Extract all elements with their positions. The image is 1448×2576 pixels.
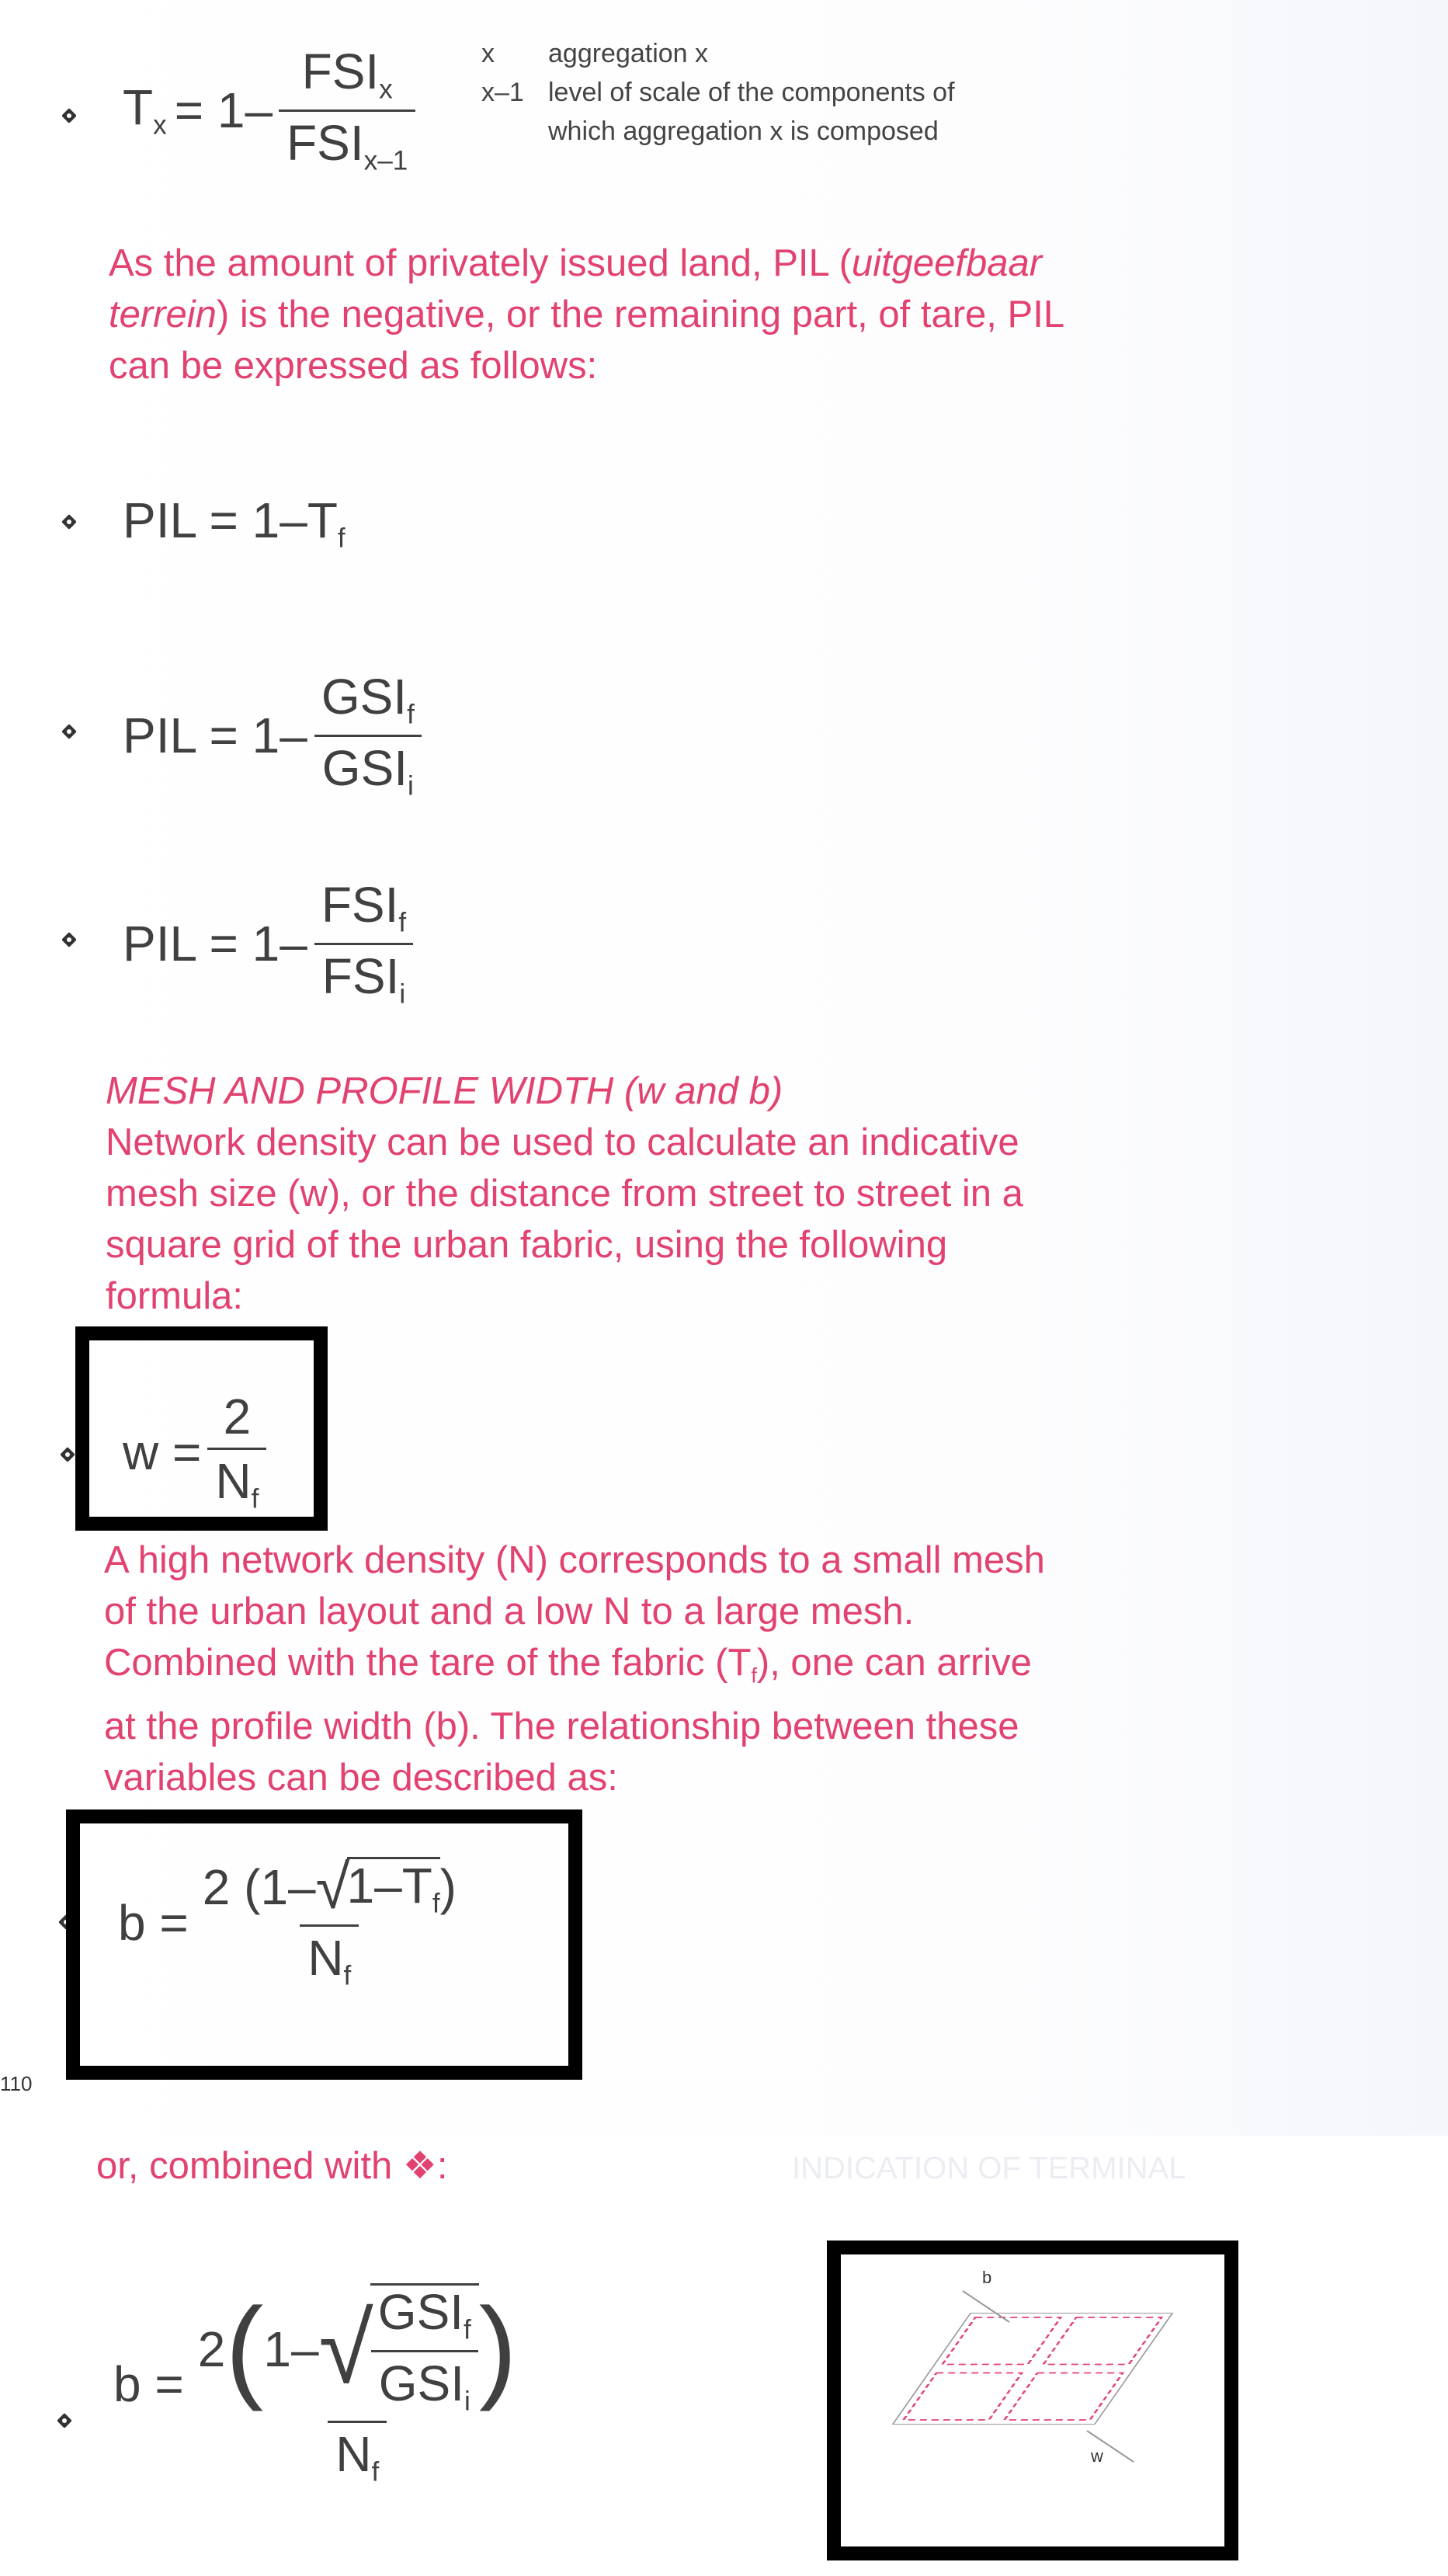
density-paragraph: A high network density (N) corresponds to a small mesh of the urban layout and a low N to a large mesh. Combined with the tare of the fabric $(T_f)$, one can arrive at the profile width (b). The relationship between these variables can be described as: — [104, 1539, 1045, 1799]
formula-operator: = 1– — [174, 82, 273, 139]
formula-tare-x — [123, 43, 415, 176]
formula-pil-fsi: PIL = 1– $\frac{FSI_f}{FSI_i}$ — [123, 880, 414, 1007]
formula-profile-width-combined: b = 2 ( 1– √ $\frac{GSI_f}{GSI_i}$ ) $N_f$ — [113, 2284, 517, 2487]
legend-text: aggregation x — [548, 39, 709, 68]
mesh-diagram — [854, 2237, 1211, 2505]
mesh-heading: MESH AND PROFILE WIDTH (w and b) — [106, 1070, 783, 1112]
faint-show-through-text: INDICATION OF TERMINAL — [792, 2151, 1186, 2185]
legend-key: x — [481, 39, 495, 68]
combined-text: or, combined with ❖: — [96, 2145, 448, 2187]
legend-key: x–1 — [481, 78, 524, 107]
page-number: 110 — [0, 2072, 33, 2095]
highlight-box — [66, 1809, 582, 2080]
legend-text: which aggregation x is composed — [548, 116, 939, 146]
highlight-box — [75, 1326, 328, 1531]
formula-fraction: $\frac{FSI_x}{FSI_{x-1}}$ — [279, 47, 415, 174]
diagram-label-w: w — [1091, 2446, 1103, 2466]
mesh-section: MESH AND PROFILE WIDTH (w and b) Network density can be used to calculate an indicative mesh size (w), or the distance from street to street in a square grid of the urban fabric, using the following formula: — [106, 1066, 1023, 1322]
formula-pil-tare: PIL = $1-T_f$ — [123, 492, 346, 554]
formula-lhs: $T_x$ — [123, 78, 167, 141]
formula-mesh-width: w = $\frac{2}{N_f}$ — [123, 1392, 266, 1513]
variable-legend — [481, 34, 955, 151]
legend-text: level of scale of the components of — [548, 78, 955, 107]
formula-pil-gsi: PIL = 1– $\frac{GSI_f}{GSI_i}$ — [123, 672, 422, 799]
formula-bullet-icon — [57, 2413, 72, 2428]
pil-paragraph: As the amount of privately issued land, PIL (uitgeefbaar terrein) is the negative, or the remaining part, of tare, PIL can be expressed as follows: — [109, 242, 1065, 387]
diagram-label-b: b — [982, 2268, 992, 2287]
formula-profile-width: b = 2 (1– √ $1-T_f$ ) $N_f$ — [118, 1852, 457, 1991]
